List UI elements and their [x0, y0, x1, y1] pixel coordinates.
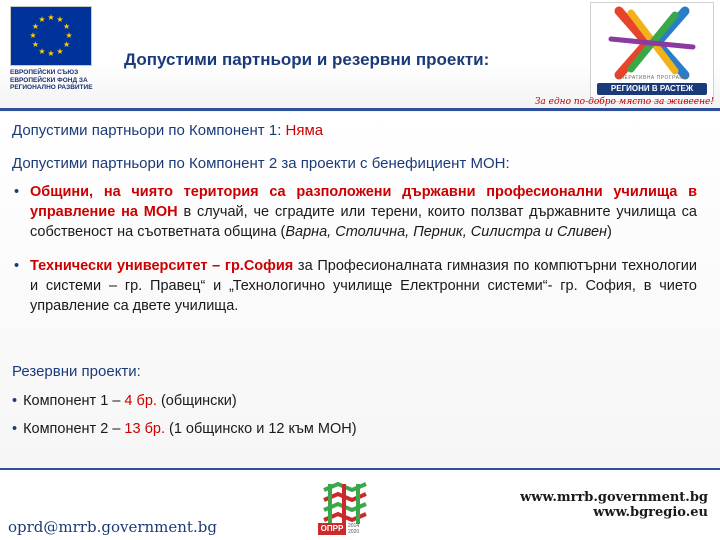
slide-title: Допустими партньори и резервни проекти: [124, 50, 490, 69]
item-end: ) [607, 224, 612, 240]
eu-star-icon: ★ [62, 22, 71, 31]
eu-text-line: РЕГИОНАЛНО РАЗВИТИЕ [10, 84, 93, 91]
item-suffix: (1 общинско и 12 към МОН) [164, 421, 357, 437]
list-item [12, 393, 237, 409]
list-item [12, 421, 357, 437]
item-suffix: (общински) [156, 393, 237, 409]
item-italic: Варна, Столична, Перник, Силистра и Сливен [285, 224, 607, 240]
component1-text: Допустими партньори по Компонент 1: [12, 122, 286, 139]
eu-star-icon: ★ [29, 31, 37, 40]
eu-star-icon: ★ [38, 46, 46, 56]
website-link[interactable]: www.bgregio.eu [593, 505, 708, 520]
bullet-icon: • [14, 184, 20, 200]
eu-logo-text [10, 69, 100, 92]
bullet-icon: • [14, 258, 20, 274]
website-links [520, 490, 708, 520]
bullet-icon: • [12, 393, 18, 409]
reserve-heading: Резервни проекти: [12, 363, 141, 380]
item-prefix: Компонент 2 – [23, 421, 125, 437]
eu-star-icon: ★ [31, 22, 39, 31]
header-divider [0, 108, 720, 111]
item-value: 4 бр. [124, 393, 157, 409]
slide-content [0, 112, 720, 468]
item-bold: Технически университет – гр.София [30, 258, 294, 274]
list-item [12, 256, 697, 316]
component1-heading [12, 122, 323, 139]
eu-star-icon: ★ [62, 40, 71, 49]
eu-star-icon: ★ [47, 13, 55, 22]
logo-subtitle: ОПЕРАТИВНА ПРОГРАМА [616, 75, 688, 81]
eu-star-icon: ★ [38, 15, 46, 25]
regions-in-growth-logo [590, 2, 714, 102]
eu-star-icon: ★ [56, 46, 64, 56]
eu-star-icon: ★ [47, 49, 55, 58]
list-item [12, 182, 697, 242]
item-text: за Професионалната гимназия по компютърни технологии и системи – гр. Правец“ и „Технологично училище Електронни системи“- гр. София, в чието управление са двете училища. [30, 258, 697, 314]
item-value: 13 бр. [124, 421, 165, 437]
component1-value: Няма [285, 122, 324, 139]
item-bold: Общини, на чиято територия са разположени държавни професионални училища в управление на МОН [30, 184, 697, 220]
eu-star-icon: ★ [56, 15, 64, 25]
item-prefix: Компонент 1 – [23, 393, 125, 409]
contact-email[interactable]: oprd@mrrb.government.bg [8, 518, 217, 536]
footer-divider [0, 468, 720, 470]
item-text: в случай, че сградите или терени, които ползват държавните училища са собственост на съответната община ( [30, 204, 697, 240]
eu-star-icon: ★ [65, 31, 73, 40]
website-link[interactable]: www.mrrb.government.bg [520, 490, 708, 505]
logo-caption: РЕГИОНИ В РАСТЕЖ [597, 83, 707, 95]
eu-star-icon: ★ [31, 40, 39, 49]
partner-list [12, 182, 697, 330]
slogan: За едно по-добро място за живеене! [534, 97, 714, 107]
regions-x-mark-icon [591, 3, 713, 83]
oprp-year: 2014 [348, 523, 360, 529]
bullet-icon: • [12, 421, 18, 437]
oprp-year: 2020 [348, 529, 360, 535]
oprp-years [348, 523, 359, 535]
eu-flag-icon [10, 6, 92, 66]
slide-header [0, 0, 720, 112]
oprp-label: ОПРР [318, 523, 346, 535]
eu-logo [10, 6, 96, 92]
slide-footer [0, 468, 720, 540]
component2-heading: Допустими партньори по Компонент 2 за проекти с бенефициент МОН: [12, 155, 510, 172]
eu-text-line: ЕВРОПЕЙСКИ СЪЮЗ [10, 69, 79, 76]
eu-text-line: ЕВРОПЕЙСКИ ФОНД ЗА [10, 76, 88, 84]
